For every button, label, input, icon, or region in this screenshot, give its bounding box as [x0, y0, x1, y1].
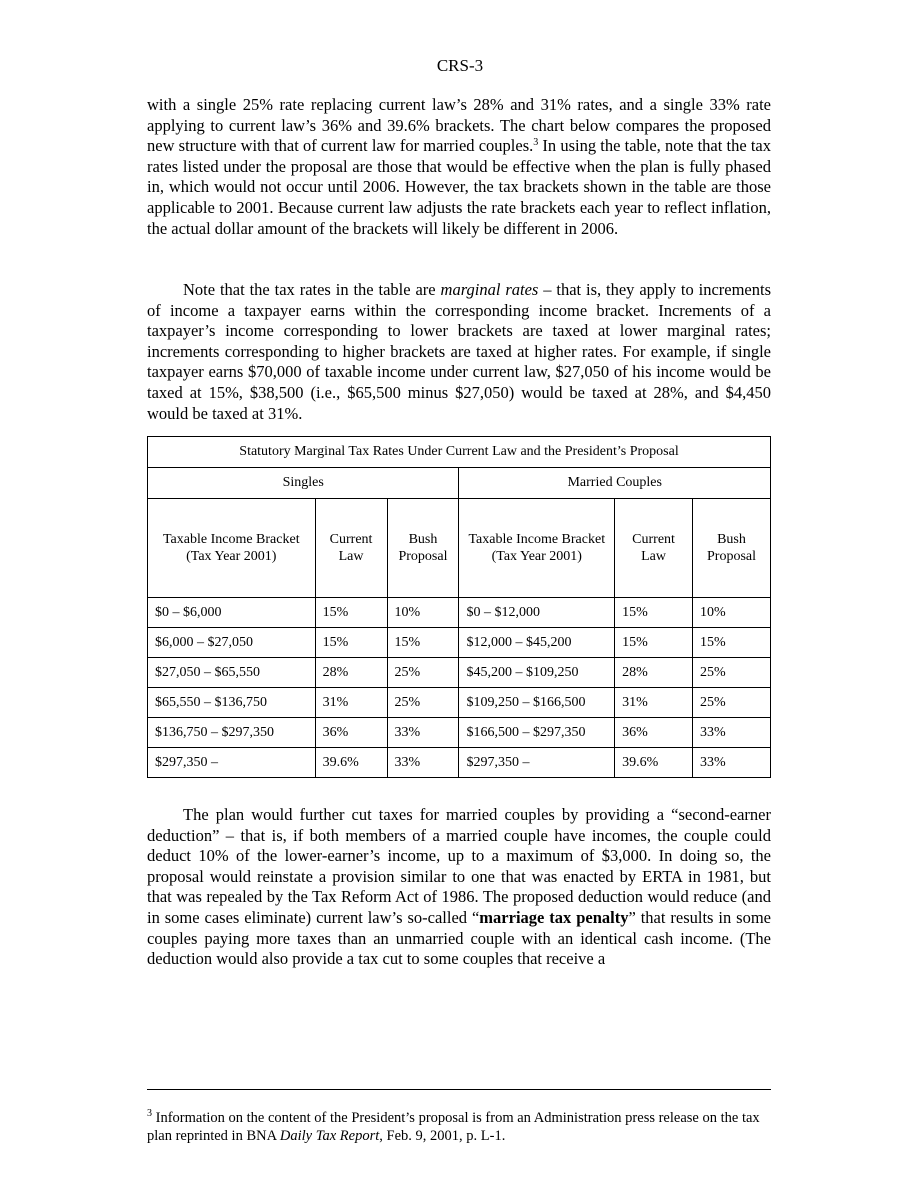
bold-marriage-tax-penalty: marriage tax penalty — [479, 907, 629, 927]
cell-singles-bush: 33% — [387, 748, 459, 778]
column-header-singles-bracket: Taxable Income Bracket (Tax Year 2001) — [148, 499, 316, 598]
cell-married-bush: 25% — [693, 658, 771, 688]
column-header-married-current: Current Law — [615, 499, 693, 598]
paragraph-marginal-rates — [147, 280, 771, 424]
cell-married-current: 31% — [615, 688, 693, 718]
column-header-singles-current: Current Law — [315, 499, 387, 598]
paragraph-text: ” that results in some couples paying more taxes than an unmarried couple with an identical cash income. (The deduction would also provide a tax cut to some couples that receive a — [147, 907, 771, 969]
cell-singles-current: 28% — [315, 658, 387, 688]
paragraph-text: In using the table, note that the tax rates listed under the proposal are those that would be effective when the plan is fully phased in, which would not occur until 2006. However, the tax brackets shown in the table are those applicable to 2001. Because current law adjusts the rate brackets each year to reflect inflation, the actual dollar amount of the brackets will likely be different in 2006. — [147, 136, 771, 238]
cell-singles-current: 31% — [315, 688, 387, 718]
cell-married-current: 15% — [615, 598, 693, 628]
cell-singles-bush: 15% — [387, 628, 459, 658]
cell-married-bracket: $166,500 – $297,350 — [459, 718, 615, 748]
column-header-singles-bush: Bush Proposal — [387, 499, 459, 598]
paragraph-rate-structure — [147, 95, 771, 239]
cell-married-current: 36% — [615, 718, 693, 748]
table-row — [148, 658, 771, 688]
cell-married-bracket: $45,200 – $109,250 — [459, 658, 615, 688]
cell-singles-bracket: $0 – $6,000 — [148, 598, 316, 628]
group-header-singles: Singles — [148, 468, 459, 499]
cell-married-current: 39.6% — [615, 748, 693, 778]
cell-singles-bracket: $6,000 – $27,050 — [148, 628, 316, 658]
footnote-text: Information on the content of the President’s proposal is from an Administration press release on the tax plan reprinted in BNA — [147, 1110, 760, 1144]
cell-married-bush: 25% — [693, 688, 771, 718]
cell-married-bush: 33% — [693, 718, 771, 748]
paragraph-text: The plan would further cut taxes for married couples by providing a “second-earner deduction” – that is, if both members of a married couple have incomes, the couple could deduct 10% of the lower-earner’s income, up to a maximum of $3,000. In doing so, the proposal would reinstate a provision similar to one that was enacted by ERTA in 1981, but that was repealed by the Tax Reform Act of 1986. The proposed deduction would reduce (and in some cases eliminate) current law’s so-called “ — [147, 805, 771, 927]
tax-rates-table — [147, 436, 771, 778]
page-number: CRS-3 — [436, 56, 484, 75]
cell-singles-current: 36% — [315, 718, 387, 748]
group-header-married: Married Couples — [459, 468, 771, 499]
cell-singles-current: 39.6% — [315, 748, 387, 778]
table-row — [148, 628, 771, 658]
cell-married-bush: 10% — [693, 598, 771, 628]
paragraph-text: Note that the tax rates in the table are — [183, 280, 441, 299]
cell-singles-bracket: $136,750 – $297,350 — [148, 718, 316, 748]
cell-singles-bush: 25% — [387, 688, 459, 718]
cell-married-current: 28% — [615, 658, 693, 688]
footnote — [147, 1109, 777, 1145]
footnote-divider — [147, 1089, 771, 1090]
cell-married-current: 15% — [615, 628, 693, 658]
cell-married-bracket: $109,250 – $166,500 — [459, 688, 615, 718]
footnote-reference[interactable]: 3 — [533, 137, 539, 149]
cell-married-bracket: $297,350 – — [459, 748, 615, 778]
table-row — [148, 598, 771, 628]
footnote-publication-title: Daily Tax Report — [279, 1128, 380, 1144]
cell-married-bush: 33% — [693, 748, 771, 778]
cell-married-bracket: $12,000 – $45,200 — [459, 628, 615, 658]
footnote-text: , Feb. 9, 2001, p. L-1. — [379, 1128, 506, 1144]
footnote-number: 3 — [147, 1108, 152, 1119]
table-row — [148, 748, 771, 778]
cell-singles-bracket: $65,550 – $136,750 — [148, 688, 316, 718]
paragraph-text: – that is, they apply to increments of income a taxpayer earns within the corresponding income bracket. Increments of a taxpayer’s income corresponding to lower brackets are taxed at lower marginal rates; increments corresponding to higher brackets are taxed at higher rates. For example, if single taxpayer earns $70,000 of taxable income under current law, $27,050 of his income would be taxed at 15%, $38,500 (i.e., $65,500 minus $27,050) would be taxed at 28%, and $4,450 would be taxed at 31%. — [147, 280, 771, 423]
cell-singles-current: 15% — [315, 598, 387, 628]
emphasis-marginal-rates: marginal rates — [440, 280, 539, 299]
column-header-married-bush: Bush Proposal — [693, 499, 771, 598]
column-header-married-bracket: Taxable Income Bracket (Tax Year 2001) — [459, 499, 615, 598]
cell-singles-bush: 10% — [387, 598, 459, 628]
table-title: Statutory Marginal Tax Rates Under Current Law and the President’s Proposal — [148, 437, 771, 468]
table-row — [148, 718, 771, 748]
table-row — [148, 688, 771, 718]
cell-singles-bracket: $27,050 – $65,550 — [148, 658, 316, 688]
cell-married-bush: 15% — [693, 628, 771, 658]
cell-singles-current: 15% — [315, 628, 387, 658]
cell-singles-bush: 25% — [387, 658, 459, 688]
paragraph-text: with a single 25% rate replacing current law’s 28% and 31% rates, and a single 33% rate applying to current law’s 36% and 39.6% brackets. The chart below compares the proposed new structure with that of current law for married couples. — [147, 95, 771, 156]
cell-married-bracket: $0 – $12,000 — [459, 598, 615, 628]
paragraph-second-earner — [147, 805, 771, 970]
cell-singles-bush: 33% — [387, 718, 459, 748]
cell-singles-bracket: $297,350 – — [148, 748, 316, 778]
